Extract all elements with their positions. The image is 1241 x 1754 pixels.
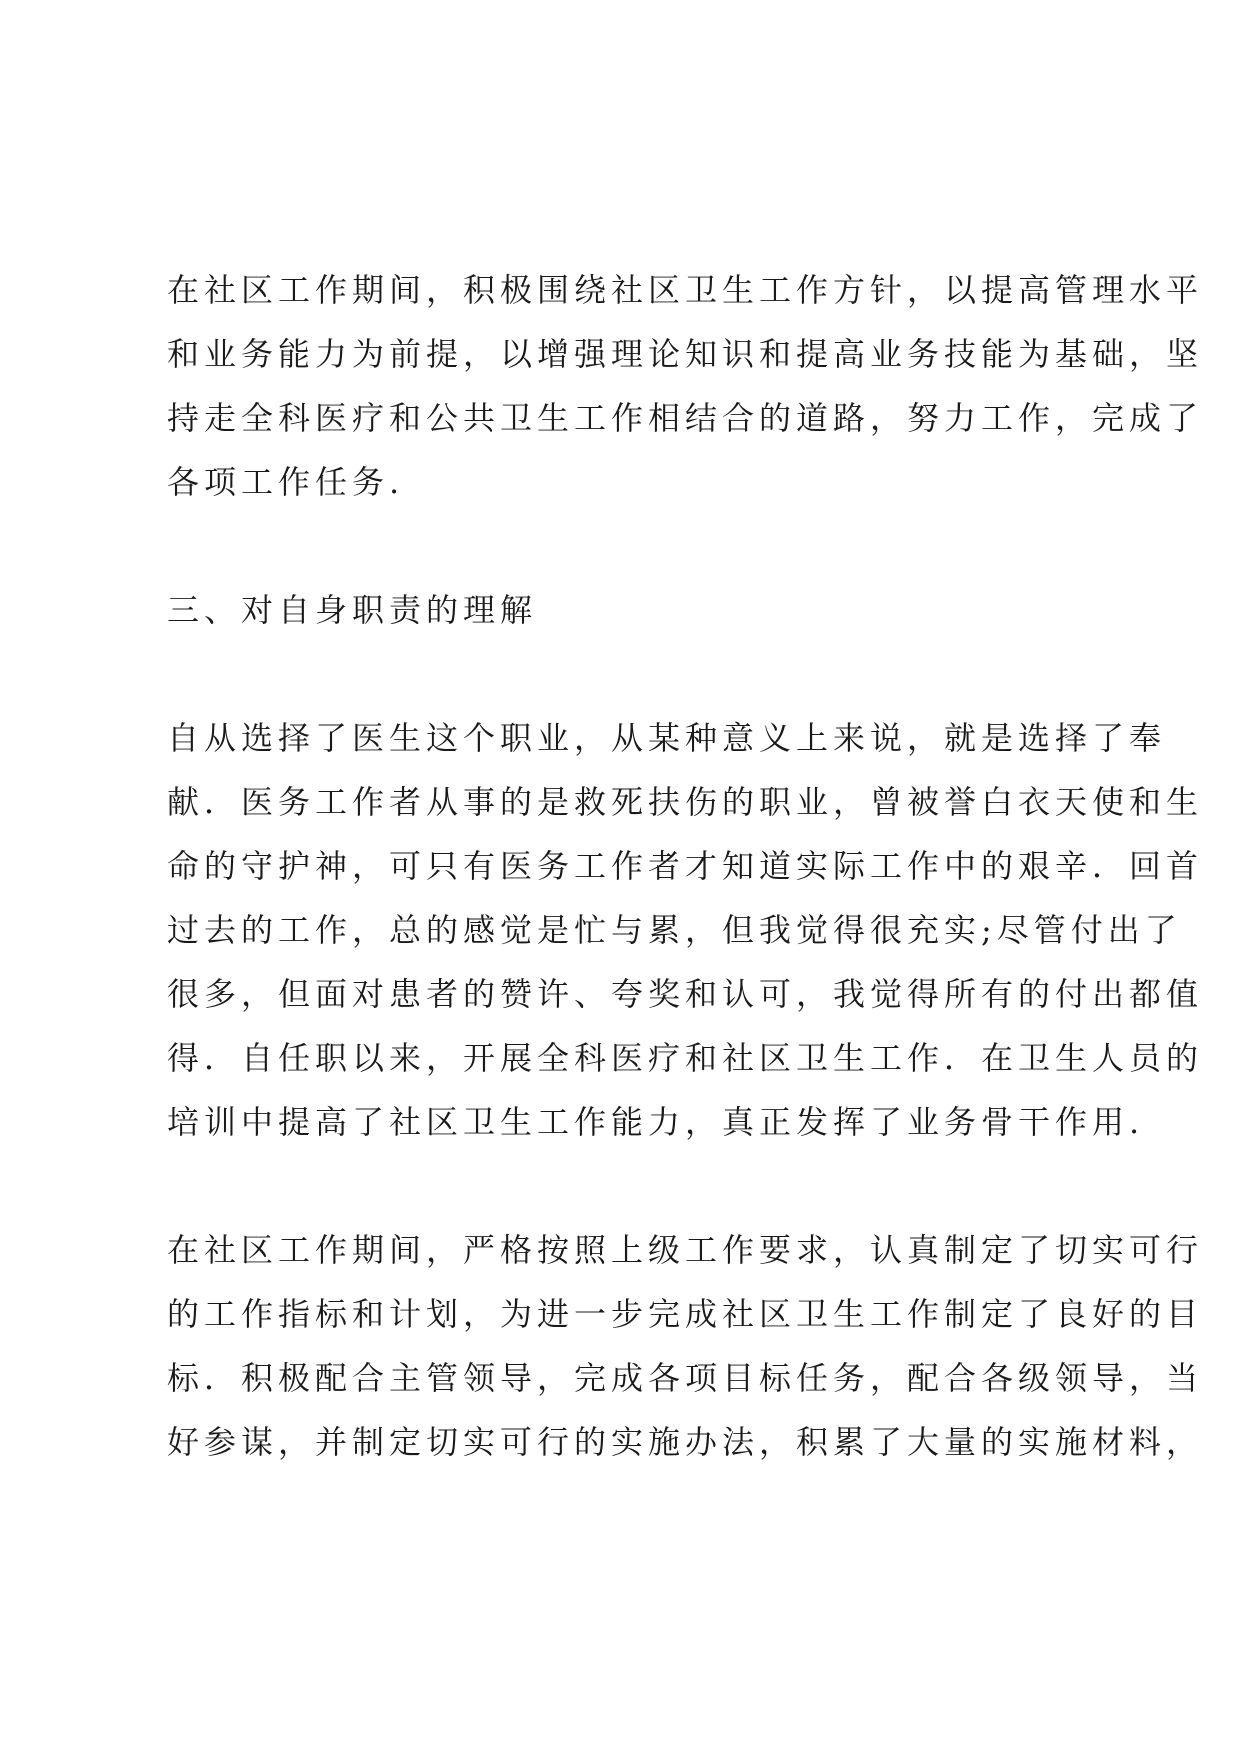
- paragraph-line: 过去的工作，总的感觉是忙与累，但我觉得很充实;尽管付出了: [167, 911, 1182, 949]
- paragraph-work-summary: [167, 258, 1204, 514]
- paragraph-spacer: [167, 514, 1097, 578]
- document-body: [167, 258, 1204, 1474]
- paragraph-spacer: [167, 1154, 1097, 1218]
- paragraph-duty-understanding: [167, 706, 1204, 1154]
- paragraph-line: 好参谋，并制定切实可行的实施办法，积累了大量的实施材料，: [167, 1423, 1204, 1461]
- paragraph-line: 得．自任职以来，开展全科医疗和社区卫生工作．在卫生人员的: [167, 1039, 1204, 1077]
- paragraph-line: 很多，但面对患者的赞许、夸奖和认可，我觉得所有的付出都值: [167, 975, 1204, 1013]
- section-heading: 三、对自身职责的理解: [167, 591, 538, 629]
- paragraph-line: 在社区工作期间，积极围绕社区卫生工作方针，以提高管理水平: [167, 271, 1204, 309]
- paragraph-line: 培训中提高了社区卫生工作能力，真正发挥了业务骨干作用.: [167, 1103, 1145, 1141]
- paragraph-line: 的工作指标和计划，为进一步完成社区卫生工作制定了良好的目: [167, 1295, 1204, 1333]
- paragraph-line: 持走全科医疗和公共卫生工作相结合的道路，努力工作，完成了: [167, 399, 1204, 437]
- paragraph-line: 命的守护神，可只有医务工作者才知道实际工作中的艰辛．回首: [167, 847, 1204, 885]
- paragraph-spacer: [167, 642, 1097, 706]
- paragraph-line: 献．医务工作者从事的是救死扶伤的职业，曾被誉白衣天使和生: [167, 783, 1204, 821]
- paragraph-line: 和业务能力为前提，以增强理论知识和提高业务技能为基础，坚: [167, 335, 1204, 373]
- paragraph-work-plan: [167, 1218, 1204, 1474]
- paragraph-line: 各项工作任务.: [167, 463, 405, 501]
- paragraph-line: 在社区工作期间，严格按照上级工作要求，认真制定了切实可行: [167, 1231, 1204, 1269]
- paragraph-line: 标．积极配合主管领导，完成各项目标任务，配合各级领导，当: [167, 1359, 1204, 1397]
- paragraph-line: 自从选择了医生这个职业，从某种意义上来说，就是选择了奉: [167, 719, 1167, 757]
- section-heading-block: [167, 578, 1097, 642]
